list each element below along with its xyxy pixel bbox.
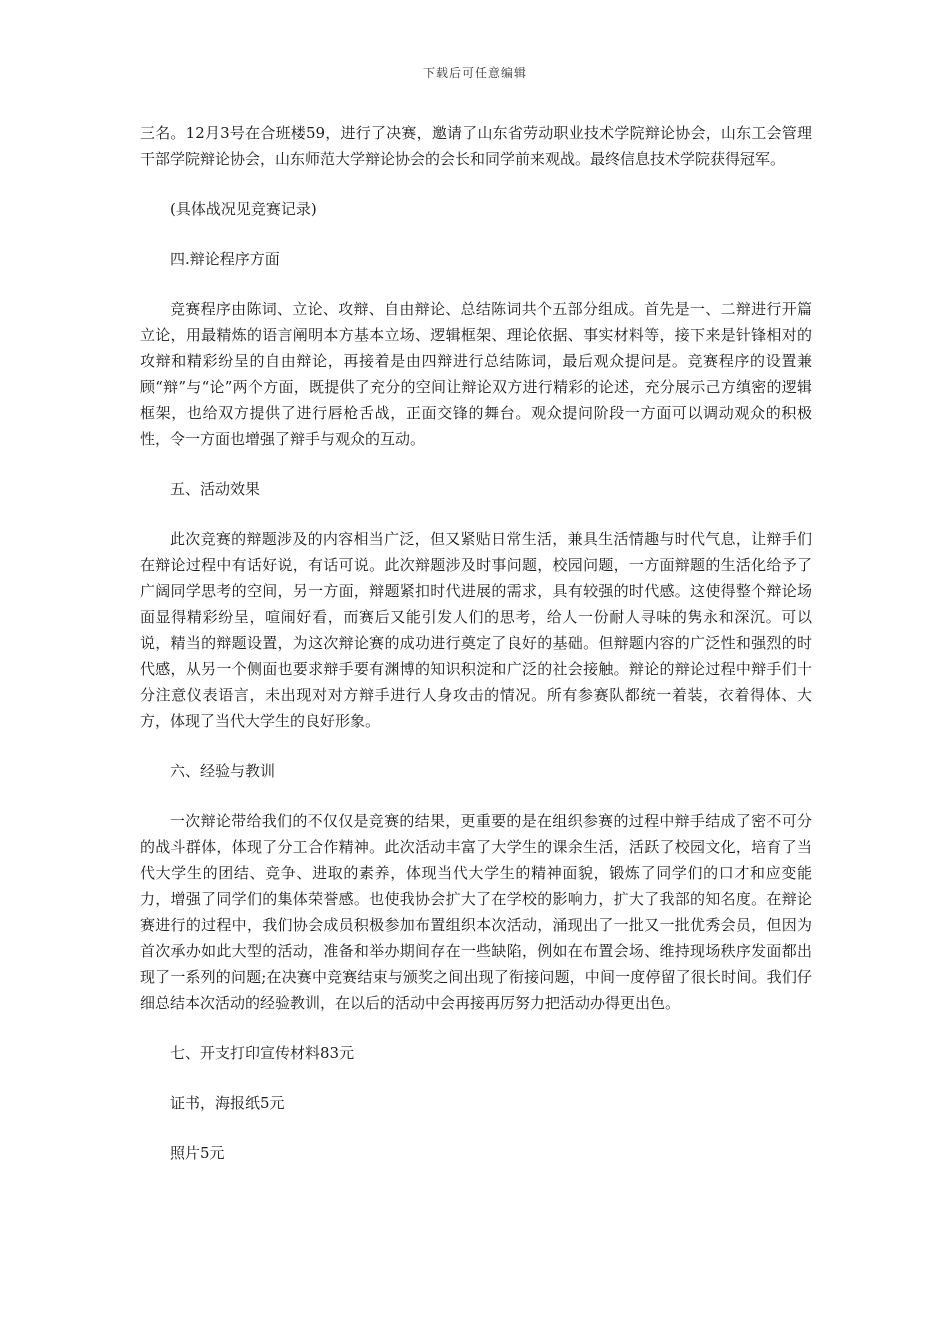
- expense-item-photos: 照片5元: [170, 1144, 225, 1162]
- paragraph-note: (具体战况见竞赛记录): [170, 200, 317, 218]
- section-heading-5: 五、活动效果: [170, 480, 261, 498]
- paragraph-lessons: 一次辩论带给我们的不仅仅是竞赛的结果，更重要的是在组织参赛的过程中辩手结成了密不可分的战斗群体，体现了分工合作精神。此次活动丰富了大学生的课余生活，活跃了校园文化，培育了当代大学生的团结、竞争、进取的素养，体现当代大学生的精神面貌，锻炼了同学们的口才和应变能力，增强了同学们的集体荣誉感。也使我协会扩大了在学校的影响力，扩大了我部的知名度。在辩论赛进行的过程中，我们协会成员积极参加布置组织本次活动，涌现出了一批又一批优秀会员，但因为首次承办如此大型的活动，准备和举办期间存在一些缺陷，例如在布置会场、维持现场秩序发面都出现了一系列的问题;在决赛中竞赛结束与颁奖之间出现了衔接问题，中间一度停留了很长时间。我们仔细总结本次活动的经验教训，在以后的活动中会再接再厉努力把活动办得更出色。: [140, 812, 812, 1012]
- expense-item-certificates: 证书，海报纸5元: [170, 1094, 285, 1112]
- expense-item-printing: 七、开支打印宣传材料83元: [170, 1044, 355, 1062]
- section-heading-6: 六、经验与教训: [170, 762, 276, 780]
- paragraph-activity-effect: 此次竞赛的辩题涉及的内容相当广泛，但又紧贴日常生活，兼具生活情趣与时代气息，让辩手们在辩论过程中有话好说，有话可说。此次辩题涉及时事问题，校园问题，一方面辩题的生活化给予了广阔同学思考的空间，另一方面，辩题紧扣时代进展的需求，具有较强的时代感。这使得整个辩论场面显得精彩纷呈，喧闹好看，而赛后又能引发人们的思考，给人一份耐人寻味的隽永和深沉。可以说，精当的辩题设置，为这次辩论赛的成功进行奠定了良好的基础。但辩题内容的广泛性和强烈的时代感，从另一个侧面也要求辩手要有渊博的知识积淀和广泛的社会接触。辩论的辩论过程中辩手们十分注意仪表语言，未出现对对方辩手进行人身攻击的情况。所有参赛队都统一着装，衣着得体、大方，体现了当代大学生的良好形象。: [140, 530, 812, 730]
- document-body: [140, 120, 812, 1166]
- paragraph-debate-procedure: 竞赛程序由陈词、立论、攻辩、自由辩论、总结陈词共个五部分组成。首先是一、二辩进行开篇立论，用最精炼的语言阐明本方基本立场、逻辑框架、理论依据、事实材料等，接下来是针锋相对的攻辩和精彩纷呈的自由辩论，再接着是由四辩进行总结陈词，最后观众提问是。竞赛程序的设置兼顾“辩”与“论”两个方面，既提供了充分的空间让辩论双方进行精彩的论述，充分展示己方缜密的逻辑框架，也给双方提供了进行唇枪舌战，正面交锋的舞台。观众提问阶段一方面可以调动观众的积极性，令一方面也增强了辩手与观众的互动。: [140, 300, 812, 448]
- section-heading-4: 四.辩论程序方面: [170, 250, 280, 268]
- paragraph-continuation: 三名。12月3号在合班楼59，进行了决赛，邀请了山东省劳动职业技术学院辩论协会，山东工会管理干部学院辩论协会，山东师范大学辩论协会的会长和同学前来观战。最终信息技术学院获得冠军。: [140, 124, 812, 168]
- page-header: 下载后可任意编辑: [422, 66, 527, 80]
